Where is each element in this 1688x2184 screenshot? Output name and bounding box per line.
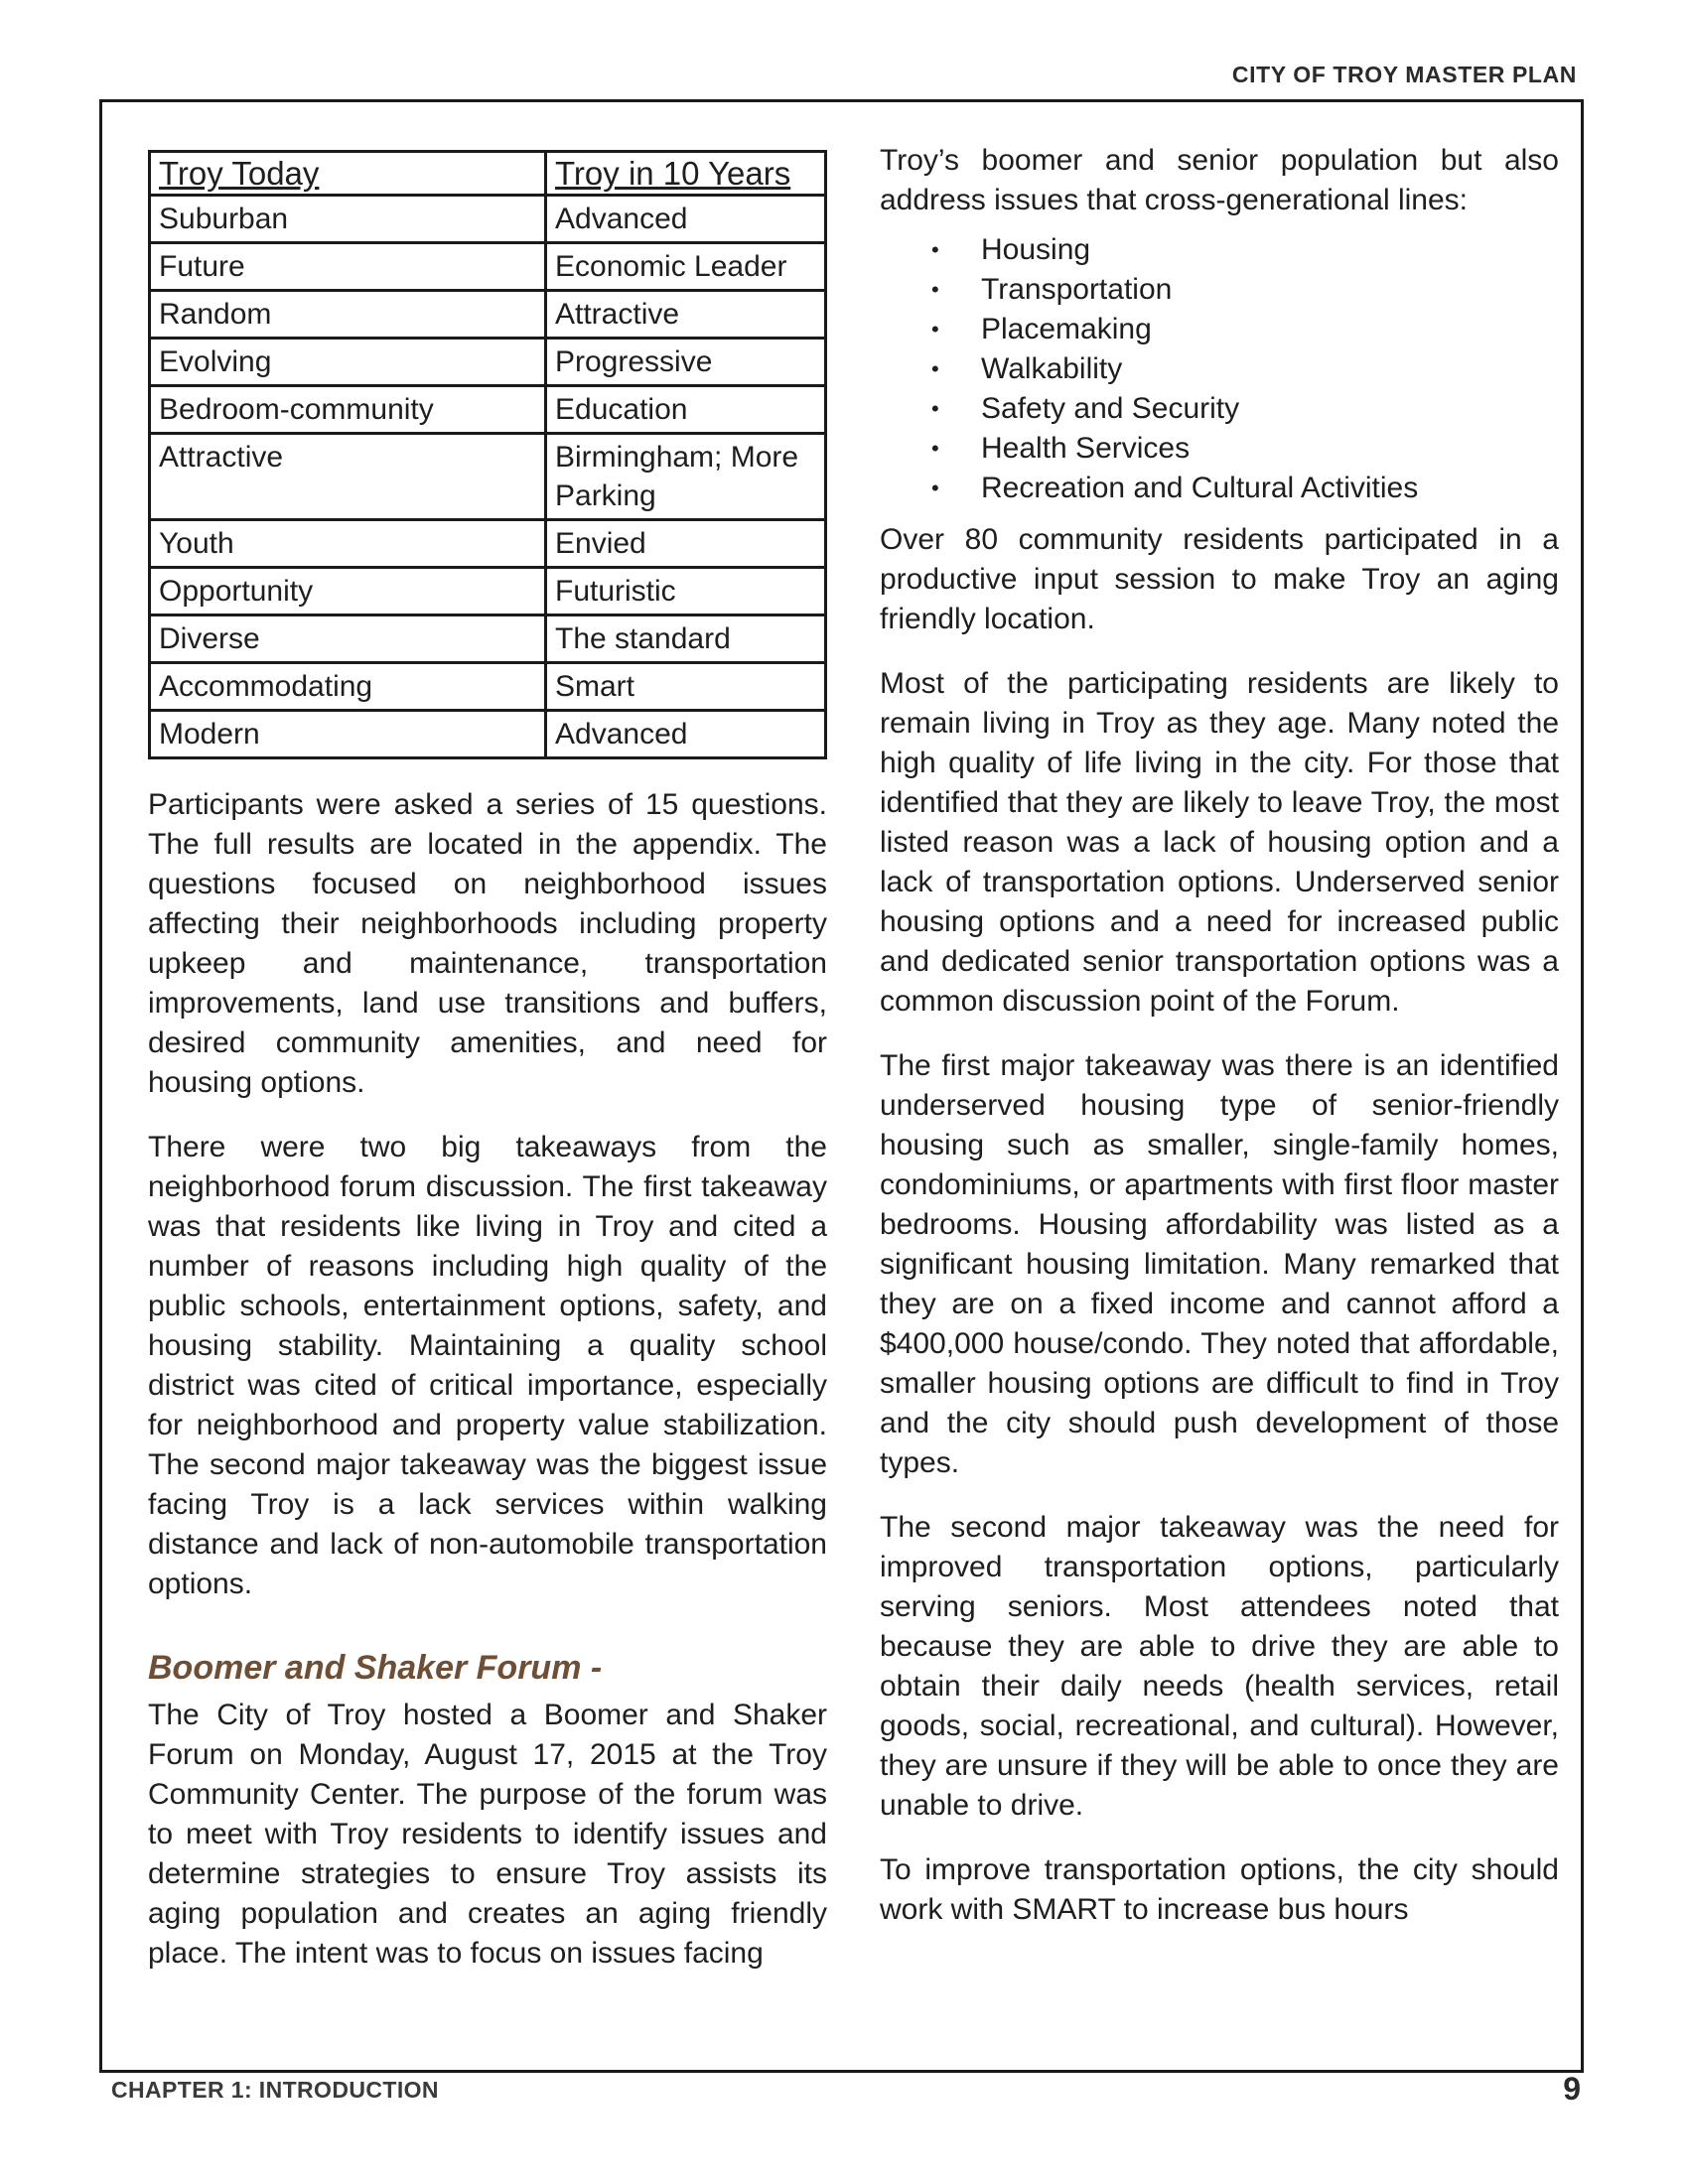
left-column [148, 147, 827, 1998]
body-paragraph: To improve transportation options, the city should work with SMART to increase bus hours [880, 1853, 1559, 1926]
list-item: • Recreation and Cultural Activities [931, 469, 1559, 508]
table-cell: Diverse [150, 615, 546, 663]
table-row [150, 663, 826, 711]
table-cell: Smart [546, 663, 826, 711]
table-row [150, 386, 826, 434]
table-cell: Random [150, 291, 546, 339]
table-row [150, 243, 826, 291]
table-cell: Accommodating [150, 663, 546, 711]
table-row [150, 615, 826, 663]
body-paragraph: Participants were asked a series of 15 questions. The full results are located in the appendix. The questions focused on neighborhood issues affecting their neighborhoods including property upkeep and maintenance, transportation improvements, land use transitions and buffers, desired community amenities, and need for housing options. [148, 788, 827, 1099]
table-cell: Education [546, 386, 826, 434]
bullet-icon: • [931, 436, 939, 461]
table-cell: Economic Leader [546, 243, 826, 291]
table-header-row [150, 152, 826, 196]
page-number: 9 [1563, 2071, 1581, 2107]
table-cell: Futuristic [546, 568, 826, 615]
table-row [150, 520, 826, 568]
vision-table [148, 150, 827, 759]
body-paragraph: Over 80 community residents participated in a productive input session to make Troy an aging friendly location. [880, 523, 1559, 635]
issues-list [880, 230, 1559, 508]
list-item: • Safety and Security [931, 389, 1559, 429]
bullet-icon: • [931, 356, 939, 381]
body-paragraph: Most of the participating residents are likely to remain living in Troy as they age. Many noted the high quality of life living in the city. For those that identified that they are likely to leave Troy, the most listed reason was a lack of housing option and a lack of transportation options. Underserved senior housing options and a need for increased public and dedicated senior transportation options was a common discussion point of the Forum. [880, 667, 1559, 1018]
table-cell: The standard [546, 615, 826, 663]
bullet-icon: • [931, 277, 939, 302]
table-cell: Suburban [150, 196, 546, 243]
bullet-icon: • [931, 237, 939, 262]
table-cell: Youth [150, 520, 546, 568]
list-item: • Transportation [931, 270, 1559, 310]
table-cell: Birmingham; More Parking [546, 434, 826, 520]
table-row [150, 196, 826, 243]
table-cell: Progressive [546, 339, 826, 386]
right-column [880, 141, 1559, 1955]
table-cell: Advanced [546, 711, 826, 758]
table-cell: Evolving [150, 339, 546, 386]
table-cell: Advanced [546, 196, 826, 243]
section-heading: Boomer and Shaker Forum - [148, 1649, 603, 1687]
footer-chapter-label: CHAPTER 1: INTRODUCTION [111, 2077, 439, 2103]
list-item: • Housing [931, 230, 1559, 270]
table-cell: Modern [150, 711, 546, 758]
body-paragraph: There were two big takeaways from the neighborhood forum discussion. The first takeaway was that residents like living in Troy and cited a number of reasons including high quality of the public schools, entertainment options, safety, and housing stability. Maintaining a quality school district was cited of critical importance, especially for neighborhood and property value stabilization. The second major takeaway was the biggest issue facing Troy is a lack services within walking distance and lack of non-automobile transportation options. [148, 1131, 827, 1600]
table-cell: Future [150, 243, 546, 291]
body-paragraph: The first major takeaway was there is an identified underserved housing type of senior-friendly housing such as smaller, single-family homes, condominiums, or apartments with first floor master bedrooms. Housing affordability was listed as a significant housing limitation. Many remarked that they are on a fixed income and cannot afford a $400,000 house/condo. They noted that affordable, smaller housing options are difficult to find in Troy and the city should push development of those types. [880, 1049, 1559, 1479]
list-item: • Placemaking [931, 310, 1559, 349]
table-header-troy-today: Troy Today [150, 152, 546, 196]
table-cell: Bedroom-community [150, 386, 546, 434]
table-row [150, 291, 826, 339]
running-header-title: CITY OF TROY MASTER PLAN [1231, 62, 1577, 87]
bullet-icon: • [931, 396, 939, 421]
table-header-troy-in-10-years: Troy in 10 Years [546, 152, 826, 196]
table-row [150, 711, 826, 758]
table-cell: Attractive [546, 291, 826, 339]
table-row [150, 568, 826, 615]
body-paragraph: The City of Troy hosted a Boomer and Shaker Forum on Monday, August 17, 2015 at the Troy Community Center. The purpose of the forum was to meet with Troy residents to identify issues and determine strategies to ensure Troy assists its aging population and creates an aging friendly place. The intent was to focus on issues facing [148, 1699, 827, 1970]
table-cell: Opportunity [150, 568, 546, 615]
body-paragraph: Troy’s boomer and senior population but also address issues that cross-generational lines: [880, 144, 1559, 216]
list-item: • Health Services [931, 429, 1559, 469]
list-item: • Walkability [931, 349, 1559, 389]
bullet-icon: • [931, 476, 939, 500]
table-row [150, 434, 826, 520]
body-paragraph: The second major takeaway was the need for improved transportation options, particularly serving seniors. Most attendees noted that because they are able to drive they are able to obtain their daily needs (health services, retail goods, social, recreational, and cultural). However, they are unsure if they will be able to once they are unable to drive. [880, 1511, 1559, 1822]
bullet-icon: • [931, 317, 939, 341]
table-cell: Attractive [150, 434, 546, 520]
table-row [150, 339, 826, 386]
table-cell: Envied [546, 520, 826, 568]
